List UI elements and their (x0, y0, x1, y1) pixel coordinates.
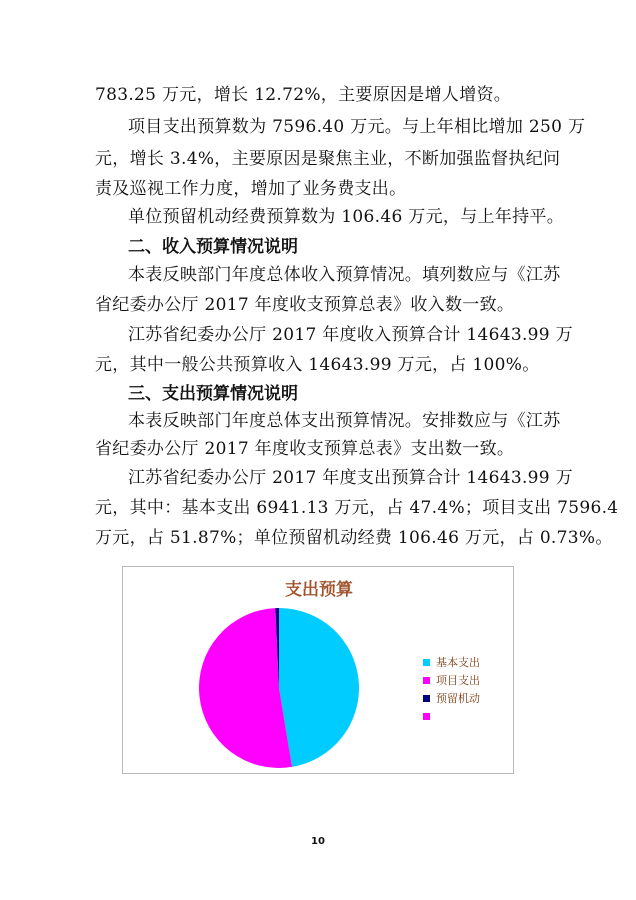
legend-swatch (423, 713, 430, 720)
section-heading-income: 二、收入预算情况说明 (128, 237, 298, 257)
text-line: 单位预留机动经费预算数为 106.46 万元，与上年持平。 (128, 207, 564, 227)
text-line: 项目支出预算数为 7596.40 万元。与上年相比增加 250 万 (128, 117, 586, 137)
expense-pie-chart (122, 566, 514, 774)
legend-entry (423, 653, 480, 671)
text-line: 本表反映部门年度总体支出预算情况。安排数应与《江苏 (128, 411, 561, 431)
text-line: 省纪委办公厅 2017 年度收支预算总表》支出数一致。 (95, 439, 515, 459)
legend-entry (423, 707, 480, 725)
chart-title: 支出预算 (285, 580, 353, 600)
text-line: 元，其中一般公共预算收入 14643.99 万元，占 100%。 (95, 355, 540, 375)
text-line: 责及巡视工作力度，增加了业务费支出。 (95, 179, 407, 199)
legend-swatch (423, 659, 430, 666)
legend-swatch (423, 695, 430, 702)
text-line: 江苏省纪委办公厅 2017 年度收入预算合计 14643.99 万 (128, 325, 573, 345)
text-line: 783.25 万元，增长 12.72%，主要原因是增人增资。 (95, 85, 512, 105)
legend-label: 项目支出 (436, 674, 480, 687)
text-line: 元，增长 3.4%，主要原因是聚焦主业，不断加强监督执纪问 (95, 149, 561, 169)
text-line: 万元，占 51.87%；单位预留机动经费 106.46 万元，占 0.73%。 (95, 528, 613, 548)
text-line: 省纪委办公厅 2017 年度收支预算总表》收入数一致。 (95, 295, 515, 315)
legend-label: 基本支出 (436, 656, 480, 669)
text-line: 江苏省纪委办公厅 2017 年度支出预算合计 14643.99 万 (128, 468, 573, 488)
chart-legend (423, 653, 480, 725)
legend-label: 预留机动 (436, 692, 480, 705)
section-heading-expense: 三、支出预算情况说明 (128, 384, 298, 404)
pie-slice-0 (279, 608, 359, 767)
text-line: 元，其中：基本支出 6941.13 万元，占 47.4%；项目支出 7596.4 (95, 498, 619, 518)
text-line: 本表反映部门年度总体收入预算情况。填列数应与《江苏 (128, 265, 561, 285)
legend-entry (423, 671, 480, 689)
legend-entry (423, 689, 480, 707)
legend-swatch (423, 677, 430, 684)
page-number: 10 (311, 836, 325, 847)
